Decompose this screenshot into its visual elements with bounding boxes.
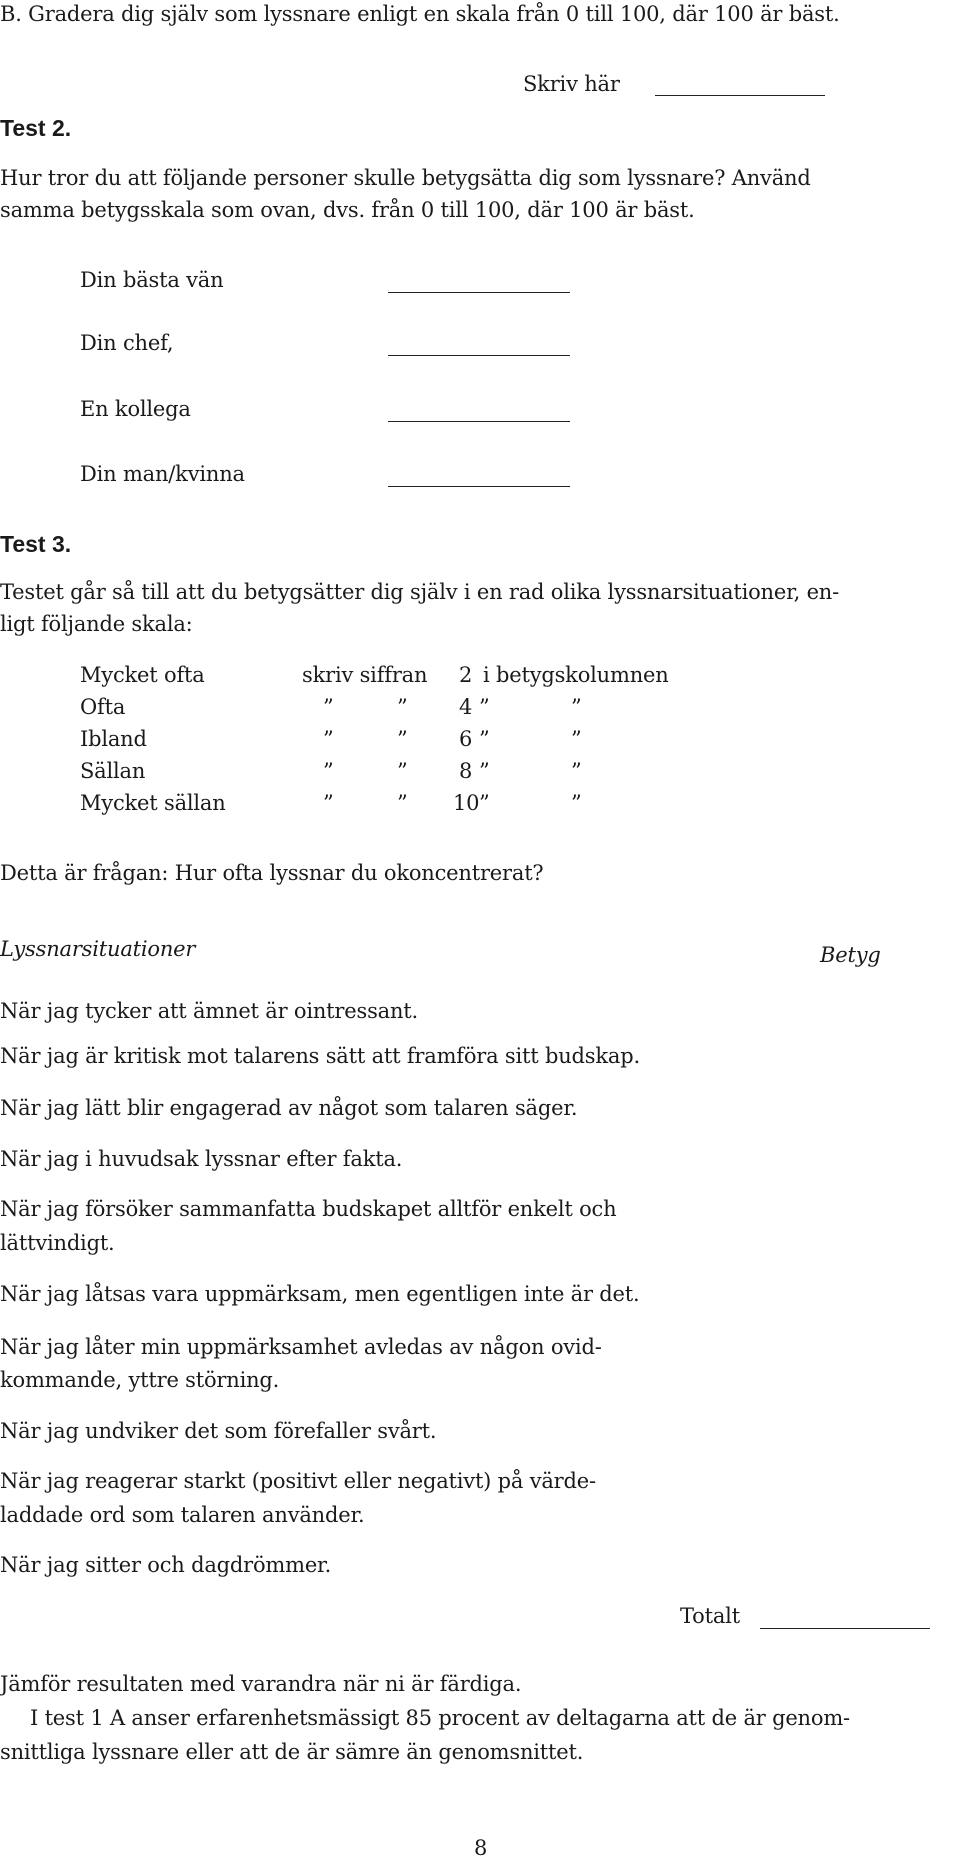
situation-item: När jag låter min uppmärksamhet avledas av någon ovid-	[0, 1335, 602, 1359]
scale-value: 10	[453, 791, 480, 815]
ditto-mark: ”	[479, 791, 490, 815]
compare-text: Jämför resultaten med varandra när ni är färdiga.	[0, 1672, 522, 1696]
scale-value: 4	[459, 695, 473, 719]
column-header-situations: Lyssnarsituationer	[0, 937, 196, 961]
test2-question-line2: samma betygsskala som ovan, dvs. från 0 till 100, där 100 är bäst.	[0, 198, 695, 222]
situation-item: När jag undviker det som förefaller svårt.	[0, 1419, 437, 1443]
situation-item-continued: kommande, yttre störning.	[0, 1368, 280, 1392]
ditto-mark: ”	[323, 791, 334, 815]
scale-label: Mycket ofta	[80, 663, 205, 687]
scale-row	[80, 695, 720, 725]
ditto-mark: ”	[571, 727, 582, 751]
situation-item: När jag reagerar starkt (positivt eller negativt) på värde-	[0, 1469, 596, 1493]
situation-item: När jag lätt blir engagerad av något som talaren säger.	[0, 1096, 578, 1120]
ditto-mark: ”	[323, 727, 334, 751]
scale-value: 2	[459, 663, 473, 687]
person-boss-blank[interactable]	[388, 355, 570, 356]
situation-item: När jag låtsas vara uppmärksam, men egentligen inte är det.	[0, 1282, 640, 1306]
scale-row	[80, 791, 720, 821]
situation-item: När jag försöker sammanfatta budskapet alltför enkelt och	[0, 1197, 617, 1221]
situation-item: När jag är kritisk mot talarens sätt att framföra sitt budskap.	[0, 1044, 640, 1068]
situation-item-continued: lättvindigt.	[0, 1231, 115, 1255]
ditto-mark: ”	[397, 727, 408, 751]
person-partner: Din man/kvinna	[80, 462, 245, 486]
column-header-rating: Betyg	[820, 943, 881, 967]
test3-intro-line1: Testet går så till att du betygsätter dig själv i en rad olika lyssnarsituationer, en-	[0, 580, 840, 604]
note-line1: I test 1 A anser erfarenhetsmässigt 85 procent av deltagarna att de är genom-	[30, 1706, 850, 1730]
ditto-mark: ”	[397, 759, 408, 783]
scale-instruction: skriv siffran	[302, 663, 428, 687]
scale-label: Sällan	[80, 759, 146, 783]
section-b-heading: B. Gradera dig själv som lyssnare enligt en skala från 0 till 100, där 100 är bäst.	[0, 2, 840, 26]
scale-value: 6	[459, 727, 473, 751]
person-boss: Din chef,	[80, 331, 174, 355]
ditto-mark: ”	[397, 695, 408, 719]
ditto-mark: ”	[479, 759, 490, 783]
scale-label: Ofta	[80, 695, 126, 719]
situation-item: När jag sitter och dagdrömmer.	[0, 1553, 332, 1577]
total-label: Totalt	[680, 1604, 740, 1628]
situation-item: När jag i huvudsak lyssnar efter fakta.	[0, 1147, 403, 1171]
ditto-mark: ”	[323, 695, 334, 719]
ditto-mark: ”	[479, 727, 490, 751]
scale-label: Ibland	[80, 727, 147, 751]
scale-label: Mycket sällan	[80, 791, 226, 815]
person-colleague: En kollega	[80, 397, 191, 421]
total-blank[interactable]	[760, 1628, 930, 1629]
self-rating-blank[interactable]	[655, 95, 825, 96]
test3-question: Detta är frågan: Hur ofta lyssnar du okoncentrerat?	[0, 861, 544, 885]
ditto-mark: ”	[479, 695, 490, 719]
situation-item-continued: laddade ord som talaren använder.	[0, 1503, 365, 1527]
person-partner-blank[interactable]	[388, 486, 570, 487]
person-best-friend: Din bästa vän	[80, 268, 224, 292]
situation-item: När jag tycker att ämnet är ointressant.	[0, 999, 418, 1023]
scale-value: 8	[459, 759, 473, 783]
test2-title: Test 2.	[0, 115, 72, 141]
test3-intro-line2: ligt följande skala:	[0, 612, 193, 636]
scale-row	[80, 759, 720, 789]
ditto-mark: ”	[323, 759, 334, 783]
write-here-label: Skriv här	[523, 72, 620, 96]
ditto-mark: ”	[571, 791, 582, 815]
person-best-friend-blank[interactable]	[388, 292, 570, 293]
ditto-mark: ”	[397, 791, 408, 815]
page-number: 8	[474, 1836, 488, 1860]
test3-title: Test 3.	[0, 531, 72, 557]
note-line2: snittliga lyssnare eller att de är sämre än genomsnittet.	[0, 1740, 584, 1764]
ditto-mark: ”	[571, 759, 582, 783]
scale-row	[80, 663, 720, 693]
person-colleague-blank[interactable]	[388, 421, 570, 422]
test2-question-line1: Hur tror du att följande personer skulle betygsätta dig som lyssnare? Använd	[0, 166, 811, 190]
scale-column-note: i betygskolumnen	[483, 663, 669, 687]
ditto-mark: ”	[571, 695, 582, 719]
scale-row	[80, 727, 720, 757]
